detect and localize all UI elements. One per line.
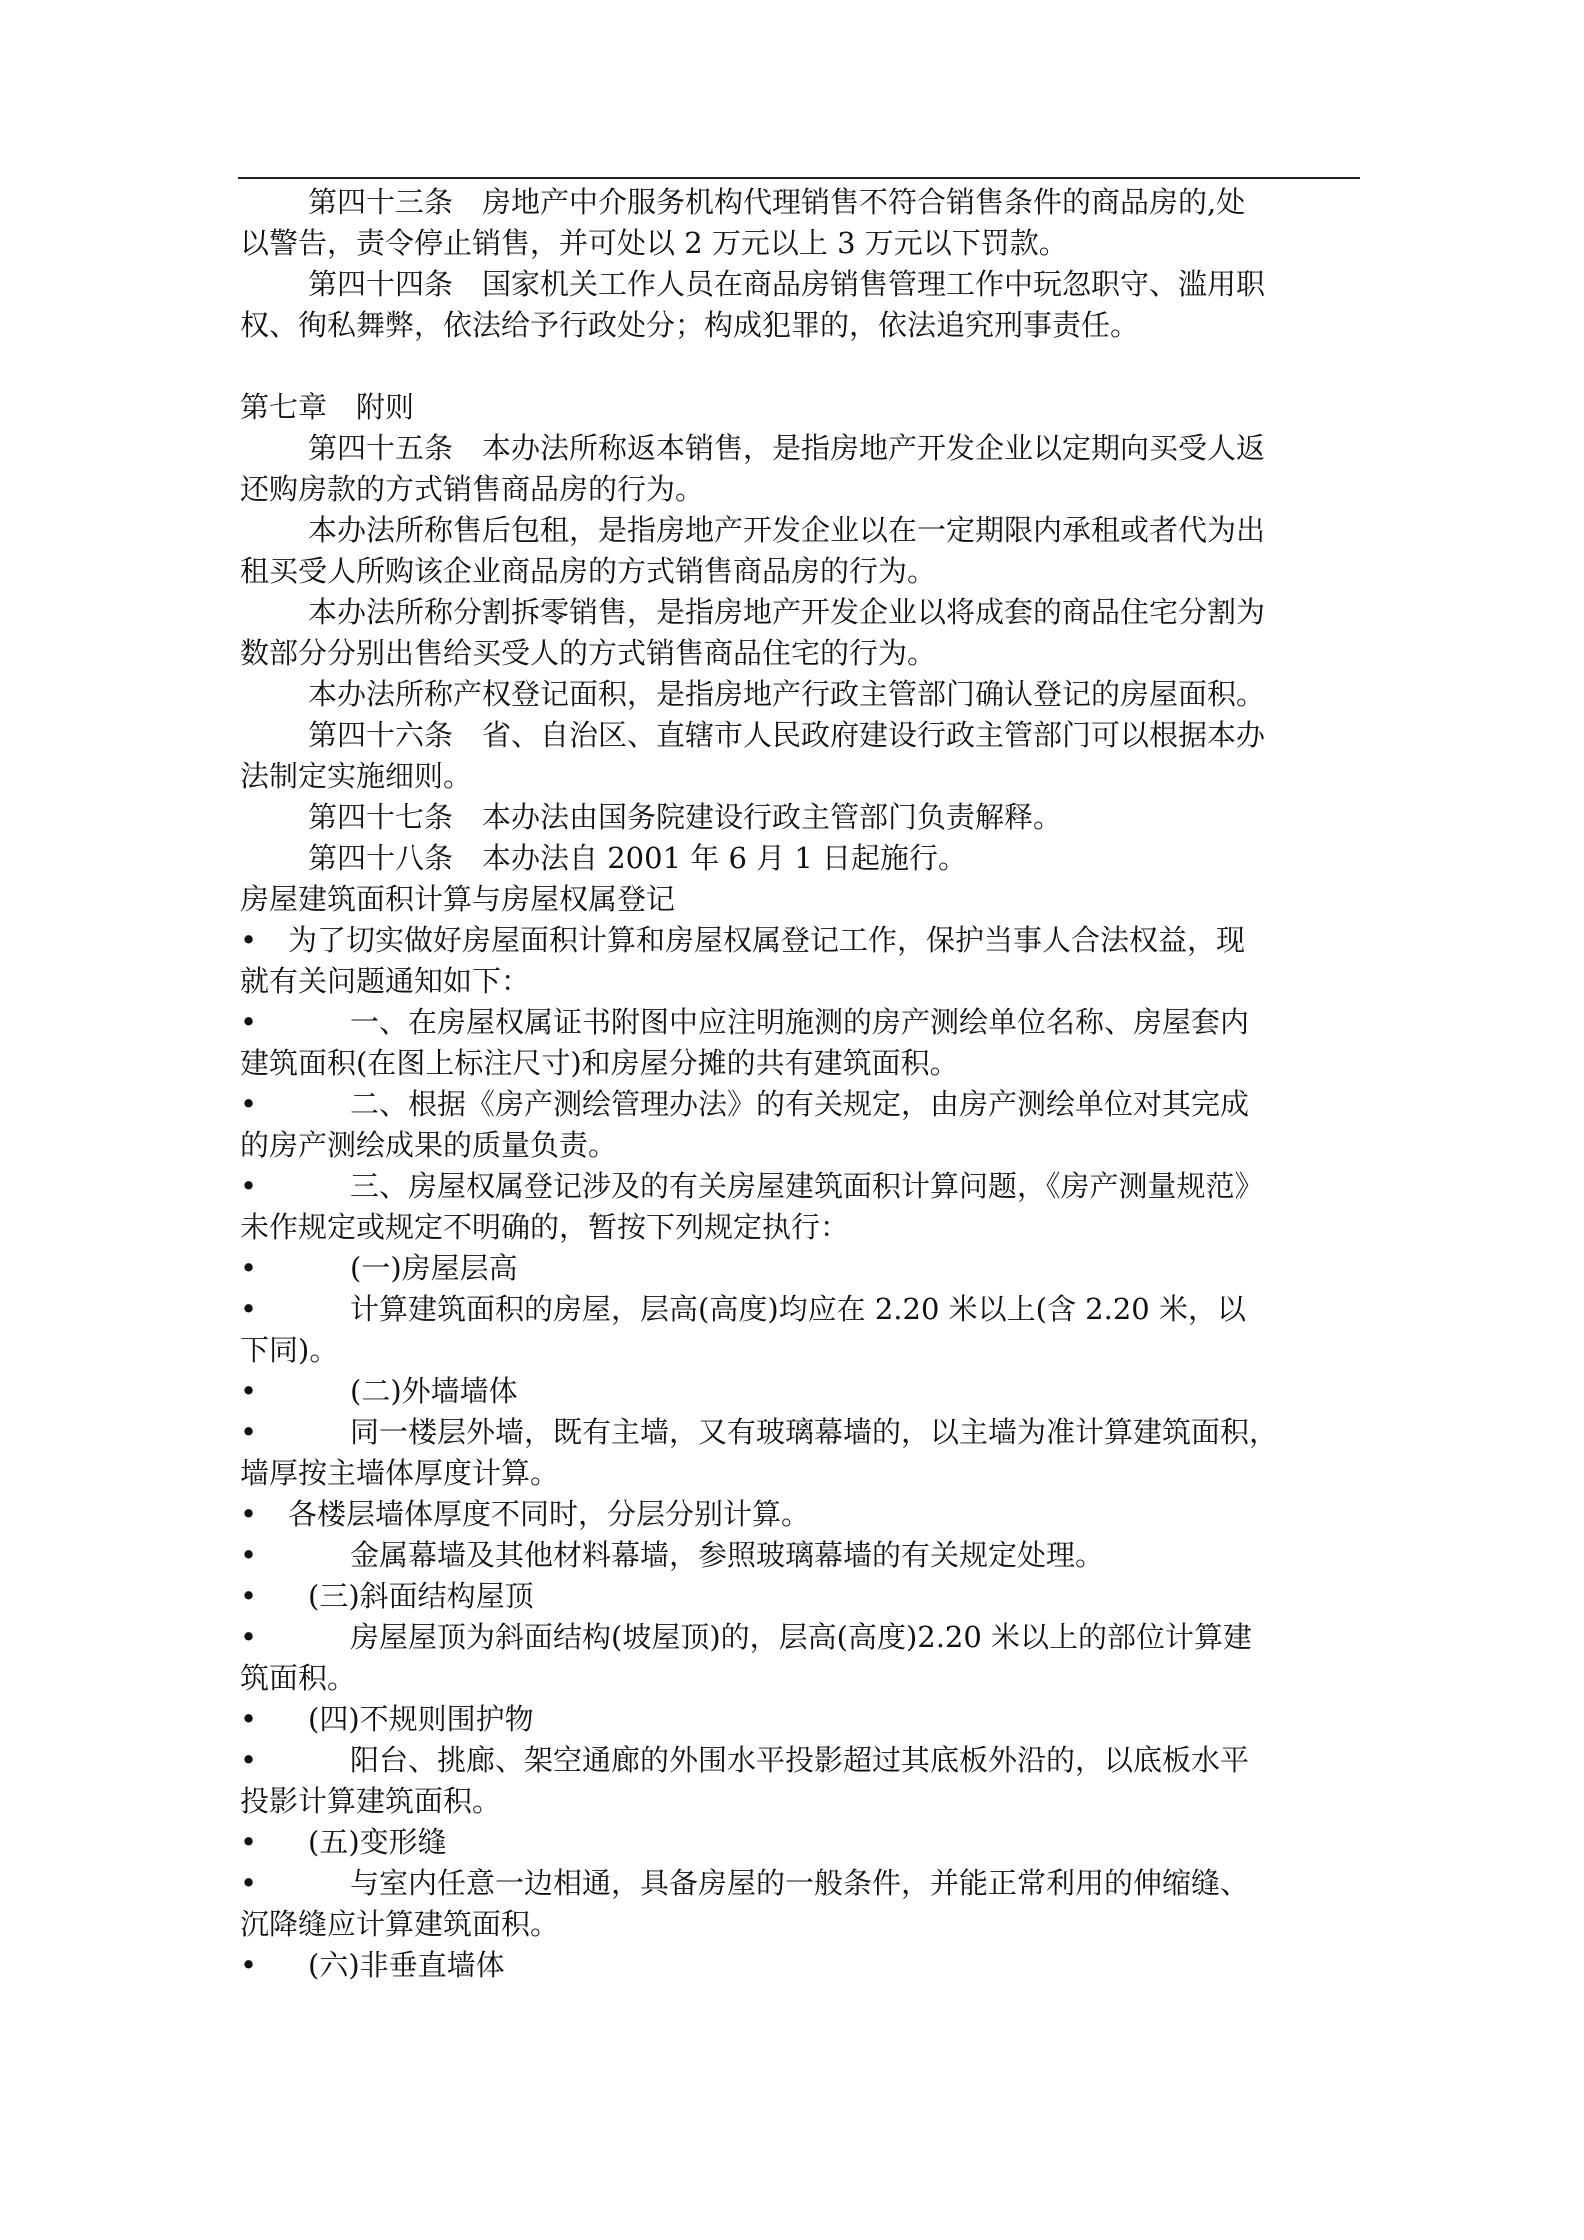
bullet-icon: • [240, 1415, 258, 1449]
article-47: 第四十七条 本办法由国务院建设行政主管部门负责解释。 [308, 800, 1063, 834]
article-43-line-1: 第四十三条 房地产中介服务机构代理销售不符合销售条件的商品房的,处 [308, 185, 1246, 219]
bullet-text: 一、在房屋权属证书附图中应注明施测的房产测绘单位名称、房屋套内 [350, 1005, 1250, 1039]
bullet-icon: • [240, 1866, 258, 1900]
bullet-icon: • [240, 1538, 258, 1572]
bullet-icon: • [240, 1620, 258, 1654]
article-44-line-2: 权、徇私舞弊，依法给予行政处分；构成犯罪的，依法追究刑事责任。 [240, 308, 1140, 342]
bullet-sub-6-title [240, 1945, 1360, 1986]
bullet-icon: • [240, 923, 258, 957]
bullet-sub-4-line-1 [240, 1740, 1360, 1781]
bullet-sub-1-line-1 [240, 1289, 1360, 1330]
bullet-text: 各楼层墙体厚度不同时，分层分别计算。 [288, 1497, 811, 1531]
bullet-sub-2-line-1 [240, 1412, 1360, 1453]
bullet-item-2-line-2: 的房产测绘成果的质量负责。 [240, 1128, 618, 1162]
article-45-line-2: 还购房款的方式销售商品房的行为。 [240, 472, 705, 506]
bullet-icon: • [240, 1743, 258, 1777]
split-sale-def-line-2: 数部分分别出售给买受人的方式销售商品住宅的行为。 [240, 636, 937, 670]
bullet-icon: • [240, 1948, 258, 1982]
bullet-sub-2-b [240, 1494, 1360, 1535]
bullet-sub-5-title [240, 1822, 1360, 1863]
registered-area-def: 本办法所称产权登记面积，是指房地产行政主管部门确认登记的房屋面积。 [308, 677, 1266, 711]
bullet-intro-line-2: 就有关问题通知如下： [240, 964, 531, 998]
bullet-sub-2-line-2: 墙厚按主墙体厚度计算。 [240, 1456, 560, 1490]
bullet-text: (五)变形缝 [308, 1825, 447, 1859]
article-43-line-2: 以警告，责令停止销售，并可处以 2 万元以上 3 万元以下罚款。 [240, 226, 1068, 260]
bullet-sub-2-c [240, 1535, 1360, 1576]
bullet-text: 与室内任意一边相通，具备房屋的一般条件，并能正常利用的伸缩缝、 [350, 1866, 1250, 1900]
bullet-text: (二)外墙墙体 [350, 1374, 518, 1408]
bullet-sub-1-title [240, 1248, 1360, 1289]
bullet-sub-1-line-2: 下同)。 [240, 1333, 339, 1367]
bullet-icon: • [240, 1702, 258, 1736]
bullet-sub-4-line-2: 投影计算建筑面积。 [240, 1784, 502, 1818]
bullet-text: (六)非垂直墙体 [308, 1948, 505, 1982]
bullet-icon: • [240, 1497, 258, 1531]
bullet-sub-2-title [240, 1371, 1360, 1412]
bullet-text: 计算建筑面积的房屋，层高(高度)均应在 2.20 米以上(含 2.20 米，以 [350, 1292, 1246, 1326]
bullet-intro-line-1 [240, 920, 1360, 961]
leaseback-def-line-1: 本办法所称售后包租，是指房地产开发企业以在一定期限内承租或者代为出 [308, 513, 1266, 547]
bullet-sub-3-line-1 [240, 1617, 1360, 1658]
bullet-text: (三)斜面结构屋顶 [308, 1579, 534, 1613]
bullet-sub-4-title [240, 1699, 1360, 1740]
bullet-text: 金属幕墙及其他材料幕墙，参照玻璃幕墙的有关规定处理。 [350, 1538, 1105, 1572]
header-rule [238, 177, 1360, 179]
article-44-line-1: 第四十四条 国家机关工作人员在商品房销售管理工作中玩忽职守、滥用职 [308, 267, 1266, 301]
article-45-line-1: 第四十五条 本办法所称返本销售，是指房地产开发企业以定期向买受人返 [308, 431, 1266, 465]
bullet-text: (四)不规则围护物 [308, 1702, 534, 1736]
article-48: 第四十八条 本办法自 2001 年 6 月 1 日起施行。 [308, 841, 968, 875]
bullet-text: 三、房屋权属登记涉及的有关房屋建筑面积计算问题，《房产测量规范》 [350, 1169, 1264, 1203]
bullet-text: (一)房屋层高 [350, 1251, 518, 1285]
bullet-icon: • [240, 1251, 258, 1285]
bullet-item-2-line-1 [240, 1084, 1360, 1125]
article-46-line-1: 第四十六条 省、自治区、直辖市人民政府建设行政主管部门可以根据本办 [308, 718, 1266, 752]
bullet-text: 同一楼层外墙，既有主墙，又有玻璃幕墙的，以主墙为准计算建筑面积， [350, 1415, 1279, 1449]
bullet-icon: • [240, 1169, 258, 1203]
bullet-icon: • [240, 1825, 258, 1859]
split-sale-def-line-1: 本办法所称分割拆零销售，是指房地产开发企业以将成套的商品住宅分割为 [308, 595, 1266, 629]
blank-line [240, 346, 1360, 387]
section-title: 房屋建筑面积计算与房屋权属登记 [240, 882, 676, 916]
bullet-icon: • [240, 1374, 258, 1408]
bullet-sub-3-line-2: 筑面积。 [240, 1661, 357, 1695]
bullet-icon: • [240, 1005, 258, 1039]
bullet-sub-5-line-2: 沉降缝应计算建筑面积。 [240, 1907, 560, 1941]
bullet-item-1-line-1 [240, 1002, 1360, 1043]
chapter-7-heading: 第七章 附则 [240, 390, 415, 424]
bullet-icon: • [240, 1087, 258, 1121]
bullet-sub-5-line-1 [240, 1863, 1360, 1904]
bullet-icon: • [240, 1579, 258, 1613]
bullet-item-1-line-2: 建筑面积(在图上标注尺寸)和房屋分摊的共有建筑面积。 [240, 1046, 959, 1080]
leaseback-def-line-2: 租买受人所购该企业商品房的方式销售商品房的行为。 [240, 554, 937, 588]
bullet-sub-3-title [240, 1576, 1360, 1617]
bullet-text: 二、根据《房产测绘管理办法》的有关规定，由房产测绘单位对其完成 [350, 1087, 1250, 1121]
bullet-text: 房屋屋顶为斜面结构(坡屋顶)的，层高(高度)2.20 米以上的部位计算建 [350, 1620, 1253, 1654]
bullet-text: 阳台、挑廊、架空通廊的外围水平投影超过其底板外沿的，以底板水平 [350, 1743, 1250, 1777]
article-46-line-2: 法制定实施细则。 [240, 759, 473, 793]
bullet-item-3-line-1 [240, 1166, 1360, 1207]
bullet-icon: • [240, 1292, 258, 1326]
bullet-item-3-line-2: 未作规定或规定不明确的，暂按下列规定执行： [240, 1210, 850, 1244]
bullet-text: 为了切实做好房屋面积计算和房屋权属登记工作，保护当事人合法权益，现 [288, 923, 1246, 957]
document-body [240, 182, 1360, 1986]
